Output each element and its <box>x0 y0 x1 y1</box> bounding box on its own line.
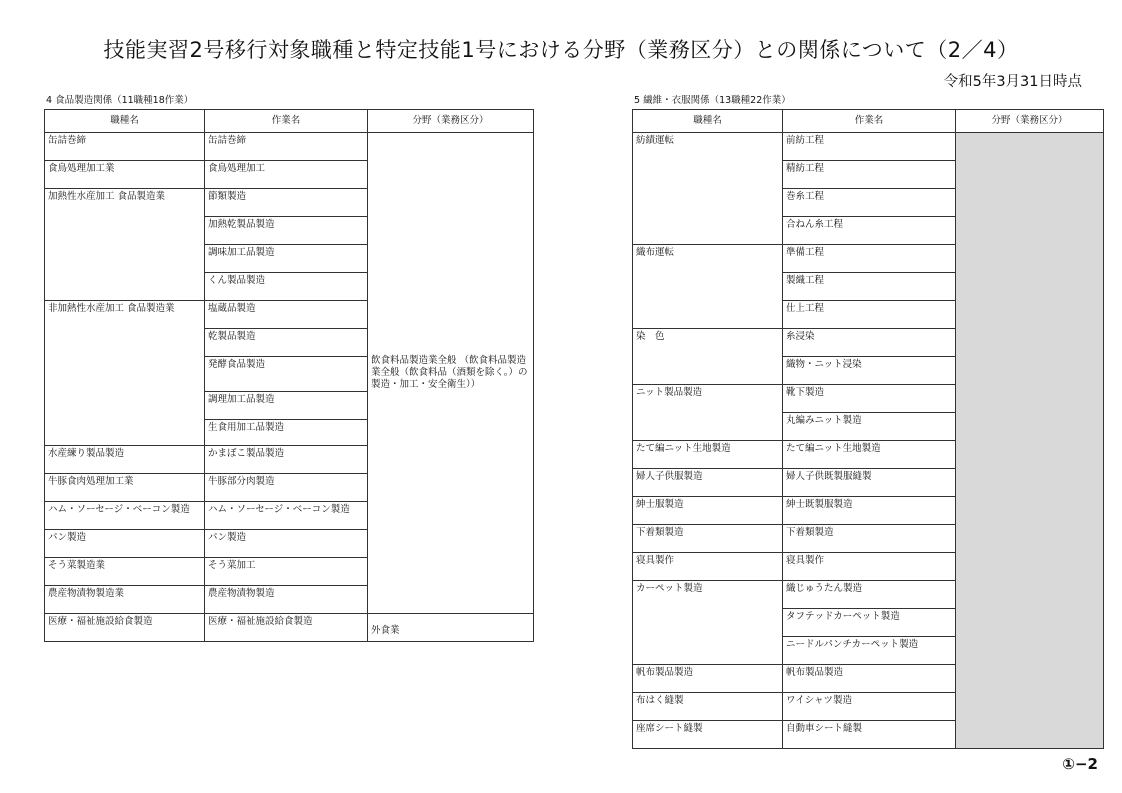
as-of-date: 令和5年3月31日時点 <box>943 74 1082 90</box>
task-cell: パン製造 <box>205 530 368 558</box>
field-cell-food-manufacturing: 飲食料品製造業全般 （飲食料品製造業全般（飲食料品（酒類を除く。）の製造・加工・安全衛生）） <box>368 133 534 614</box>
task-cell: 紳士既製服製造 <box>783 497 956 525</box>
section-heading-food: 4 食品製造関係（11職種18作業） <box>46 95 194 106</box>
occupation-cell: 牛豚食肉処理加工業 <box>45 474 205 502</box>
task-cell: 糸浸染 <box>783 329 956 357</box>
food-occupation-table <box>44 109 534 642</box>
task-cell: 製織工程 <box>783 273 956 301</box>
task-cell: かまぼこ製品製造 <box>205 446 368 474</box>
textile-occupation-table <box>632 109 1104 749</box>
occupation-cell: 染 色 <box>633 329 783 385</box>
table-row <box>45 133 534 161</box>
task-cell: 調味加工品製造 <box>205 245 368 273</box>
table-row <box>45 614 534 642</box>
task-cell: タフテッドカーペット製造 <box>783 609 956 637</box>
task-cell: ニードルパンチカーペット製造 <box>783 637 956 665</box>
occupation-cell: 非加熱性水産加工 食品製造業 <box>45 301 205 446</box>
occupation-cell: カーペット製造 <box>633 581 783 665</box>
task-cell: ハム・ソーセージ・ベーコン製造 <box>205 502 368 530</box>
task-cell: 生食用加工品製造 <box>205 420 368 446</box>
field-cell-food-service: 外食業 <box>368 614 534 642</box>
occupation-cell: パン製造 <box>45 530 205 558</box>
task-cell: 合ねん糸工程 <box>783 217 956 245</box>
task-cell: 塩蔵品製造 <box>205 301 368 329</box>
task-cell: 精紡工程 <box>783 161 956 189</box>
task-cell: そう菜加工 <box>205 558 368 586</box>
task-cell: 婦人子供既製服縫製 <box>783 469 956 497</box>
field-cell-empty <box>956 133 1104 749</box>
occupation-cell: たて編ニット生地製造 <box>633 441 783 469</box>
task-cell: 発酵食品製造 <box>205 357 368 392</box>
document-title: 技能実習2号移行対象職種と特定技能1号における分野（業務区分）との関係について（2／4） <box>103 38 1019 62</box>
task-cell: 乾製品製造 <box>205 329 368 357</box>
task-cell: 牛豚部分肉製造 <box>205 474 368 502</box>
task-cell: 帆布製品製造 <box>783 665 956 693</box>
occupation-cell: そう菜製造業 <box>45 558 205 586</box>
column-header-field: 分野（業務区分） <box>368 110 534 133</box>
task-cell: 仕上工程 <box>783 301 956 329</box>
occupation-cell: 食鳥処理加工業 <box>45 161 205 189</box>
task-cell: たて編ニット生地製造 <box>783 441 956 469</box>
column-header-task: 作業名 <box>205 110 368 133</box>
occupation-cell: 下着類製造 <box>633 525 783 553</box>
occupation-cell: 医療・福祉施設給食製造 <box>45 614 205 642</box>
occupation-cell: 婦人子供服製造 <box>633 469 783 497</box>
task-cell: 織物・ニット浸染 <box>783 357 956 385</box>
task-cell: 医療・福祉施設給食製造 <box>205 614 368 642</box>
column-header-occupation: 職種名 <box>633 110 783 133</box>
section-heading-textile: 5 繊維・衣服関係（13職種22作業） <box>634 95 791 106</box>
occupation-cell: 帆布製品製造 <box>633 665 783 693</box>
occupation-cell: 布はく縫製 <box>633 693 783 721</box>
occupation-cell: 紡績運転 <box>633 133 783 245</box>
occupation-cell: 紳士服製造 <box>633 497 783 525</box>
occupation-cell: ニット製品製造 <box>633 385 783 441</box>
task-cell: 靴下製造 <box>783 385 956 413</box>
task-cell: 調理加工品製造 <box>205 392 368 420</box>
task-cell: 加熱乾製品製造 <box>205 217 368 245</box>
occupation-cell: 水産練り製品製造 <box>45 446 205 474</box>
task-cell: 缶詰巻締 <box>205 133 368 161</box>
task-cell: 巻糸工程 <box>783 189 956 217</box>
occupation-cell: 座席シート縫製 <box>633 721 783 749</box>
task-cell: くん製品製造 <box>205 273 368 301</box>
task-cell: 農産物漬物製造 <box>205 586 368 614</box>
column-header-field: 分野（業務区分） <box>956 110 1104 133</box>
task-cell: 丸編みニット製造 <box>783 413 956 441</box>
occupation-cell: 加熱性水産加工 食品製造業 <box>45 189 205 301</box>
page-number: ①−2 <box>1062 755 1098 773</box>
task-cell: 織じゅうたん製造 <box>783 581 956 609</box>
task-cell: 食鳥処理加工 <box>205 161 368 189</box>
task-cell: 前紡工程 <box>783 133 956 161</box>
task-cell: 下着類製造 <box>783 525 956 553</box>
task-cell: ワイシャツ製造 <box>783 693 956 721</box>
occupation-cell: ハム・ソーセージ・ベーコン製造 <box>45 502 205 530</box>
occupation-cell: 缶詰巻締 <box>45 133 205 161</box>
task-cell: 寝具製作 <box>783 553 956 581</box>
table-row <box>633 133 1104 161</box>
task-cell: 節類製造 <box>205 189 368 217</box>
task-cell: 準備工程 <box>783 245 956 273</box>
column-header-occupation: 職種名 <box>45 110 205 133</box>
column-header-task: 作業名 <box>783 110 956 133</box>
occupation-cell: 織布運転 <box>633 245 783 329</box>
occupation-cell: 農産物漬物製造業 <box>45 586 205 614</box>
task-cell: 自動車シート縫製 <box>783 721 956 749</box>
occupation-cell: 寝具製作 <box>633 553 783 581</box>
